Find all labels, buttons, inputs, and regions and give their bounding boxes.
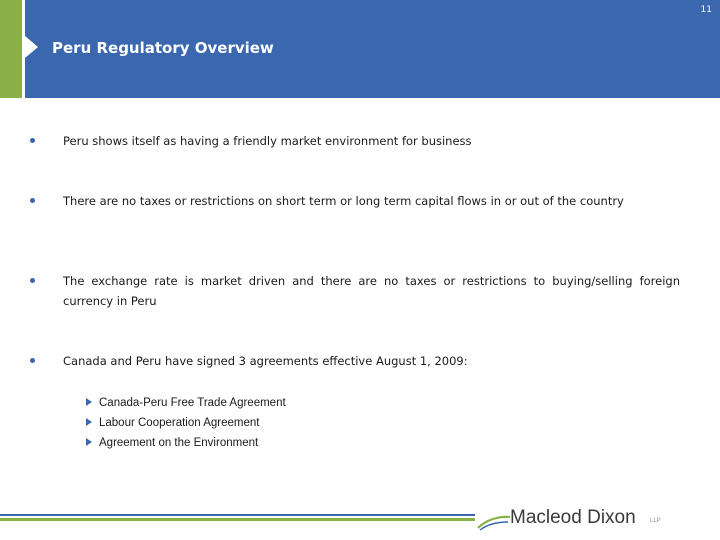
logo-name: Macleod Dixon — [510, 507, 636, 528]
swoosh-logo-icon — [476, 510, 512, 532]
agreement-text: Agreement on the Environment — [99, 437, 259, 449]
agreement-text: Labour Cooperation Agreement — [99, 417, 260, 429]
bullet-item — [30, 131, 680, 151]
logo-suffix: LLP — [650, 518, 661, 524]
bullet-dot-icon — [30, 358, 35, 363]
triangle-bullet-icon — [86, 418, 92, 426]
triangle-bullet-icon — [86, 398, 92, 406]
triangle-bullet-icon — [86, 438, 92, 446]
agreement-text: Canada-Peru Free Trade Agreement — [99, 397, 286, 409]
agreement-item — [86, 413, 286, 433]
bullet-dot-icon — [30, 278, 35, 283]
bullet-dot-icon — [30, 138, 35, 143]
bullet-item — [30, 271, 680, 311]
slide-number: 11 — [700, 5, 712, 15]
agreement-list — [86, 393, 286, 453]
green-accent-strip — [0, 0, 22, 98]
bullet-text: There are no taxes or restrictions on short term or long term capital flows in or out of the country — [63, 194, 624, 208]
company-logo — [476, 504, 716, 538]
bullet-item — [30, 191, 680, 211]
agreement-item — [86, 393, 286, 413]
bullet-text: The exchange rate is market driven and there are no taxes or restrictions to buying/selling foreign currency in Peru — [63, 274, 680, 308]
bullet-item — [30, 351, 680, 371]
footer-rule-green — [0, 518, 475, 521]
agreement-item — [86, 433, 286, 453]
bullet-text: Canada and Peru have signed 3 agreements effective August 1, 2009: — [63, 354, 468, 368]
title-pointer-icon — [25, 36, 38, 58]
bullet-text: Peru shows itself as having a friendly market environment for business — [63, 134, 472, 148]
footer-rule-blue — [0, 514, 475, 516]
bullet-dot-icon — [30, 198, 35, 203]
slide-title: Peru Regulatory Overview — [52, 39, 274, 57]
